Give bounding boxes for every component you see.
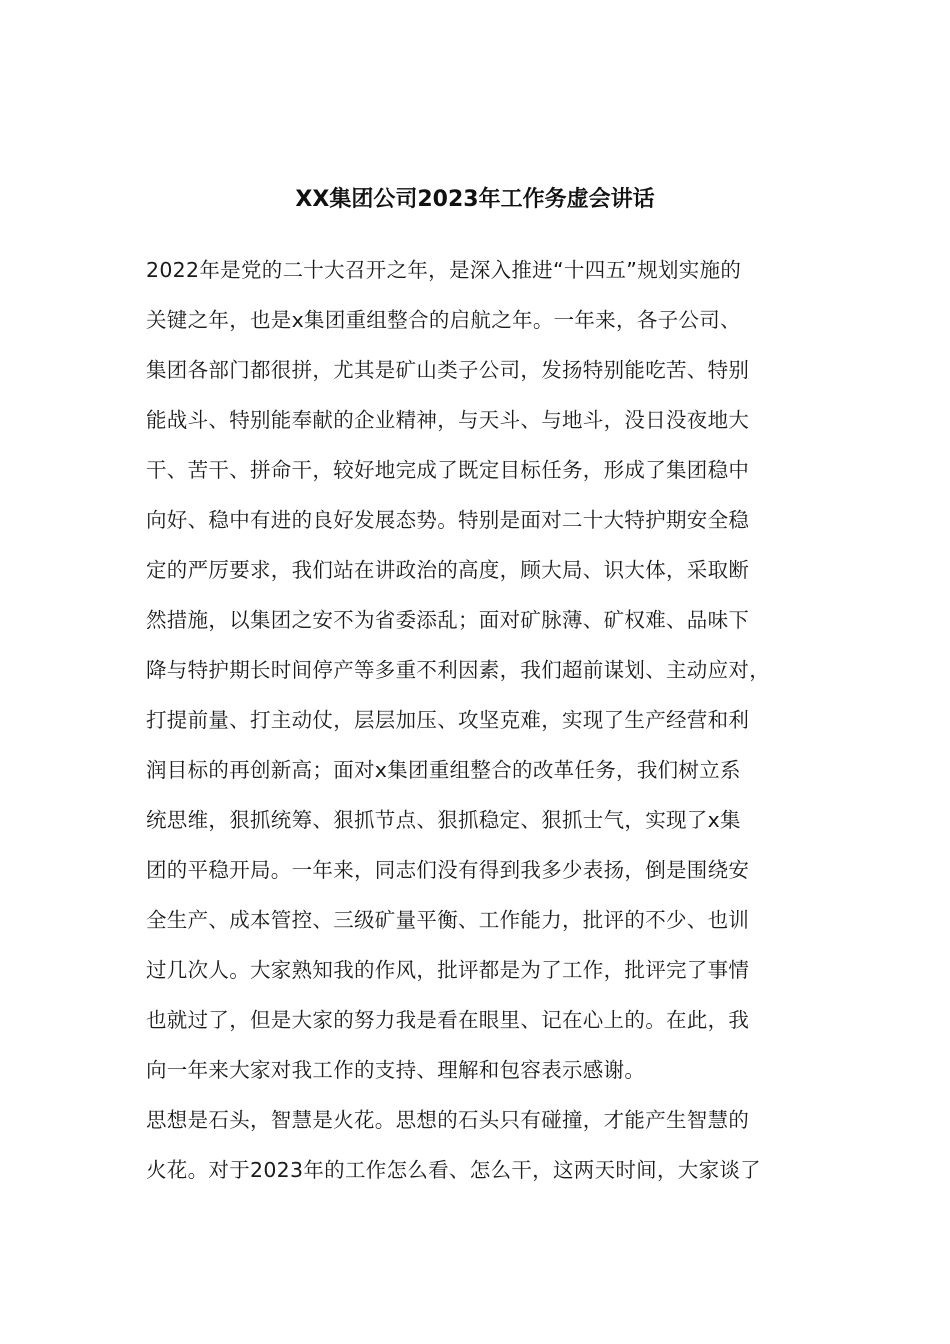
body-line-16: 也就过了，但是大家的努力我是看在眼里、记在心上的。在此，我 bbox=[146, 1008, 750, 1032]
body-line-7: 定的严厉要求，我们站在讲政治的高度，顾大局、识大体，采取断 bbox=[146, 558, 750, 582]
body-line-17: 向一年来大家对我工作的支持、理解和包容表示感谢。 bbox=[146, 1058, 646, 1082]
body-line-18: 思想是石头，智慧是火花。思想的石头只有碰撞，才能产生智慧的 bbox=[146, 1108, 750, 1132]
body-line-1: 2022年是党的二十大召开之年，是深入推进“十四五”规划实施的 bbox=[146, 258, 742, 282]
body-line-3: 集团各部门都很拼，尤其是矿山类子公司，发扬特别能吃苦、特别 bbox=[146, 358, 750, 382]
document-title: XX集团公司2023年工作务虚会讲话 bbox=[295, 187, 655, 212]
body-line-4: 能战斗、特别能奉献的企业精神，与天斗、与地斗，没日没夜地大 bbox=[146, 408, 750, 432]
body-line-11: 润目标的再创新高；面对x集团重组整合的改革任务，我们树立系 bbox=[146, 758, 741, 782]
body-line-19: 火花。对于2023年的工作怎么看、怎么干，这两天时间，大家谈了 bbox=[146, 1158, 761, 1182]
body-line-5: 干、苦干、拼命干，较好地完成了既定目标任务，形成了集团稳中 bbox=[146, 458, 750, 482]
body-line-2: 关键之年，也是x集团重组整合的启航之年。一年来，各子公司、 bbox=[146, 308, 741, 332]
body-line-14: 全生产、成本管控、三级矿量平衡、工作能力，批评的不少、也训 bbox=[146, 908, 750, 932]
body-line-13: 团的平稳开局。一年来，同志们没有得到我多少表扬，倒是围绕安 bbox=[146, 858, 750, 882]
body-line-12: 统思维，狠抓统筹、狠抓节点、狠抓稳定、狠抓士气，实现了x集 bbox=[146, 808, 741, 832]
body-line-9: 降与特护期长时间停产等多重不利因素，我们超前谋划、主动应对， bbox=[146, 658, 770, 682]
body-line-15: 过几次人。大家熟知我的作风，批评都是为了工作，批评完了事情 bbox=[146, 958, 750, 982]
body-line-10: 打提前量、打主动仗，层层加压、攻坚克难，实现了生产经营和利 bbox=[146, 708, 750, 732]
body-line-8: 然措施，以集团之安不为省委添乱；面对矿脉薄、矿权难、品味下 bbox=[146, 608, 750, 632]
body-line-6: 向好、稳中有进的良好发展态势。特别是面对二十大特护期安全稳 bbox=[146, 508, 750, 532]
